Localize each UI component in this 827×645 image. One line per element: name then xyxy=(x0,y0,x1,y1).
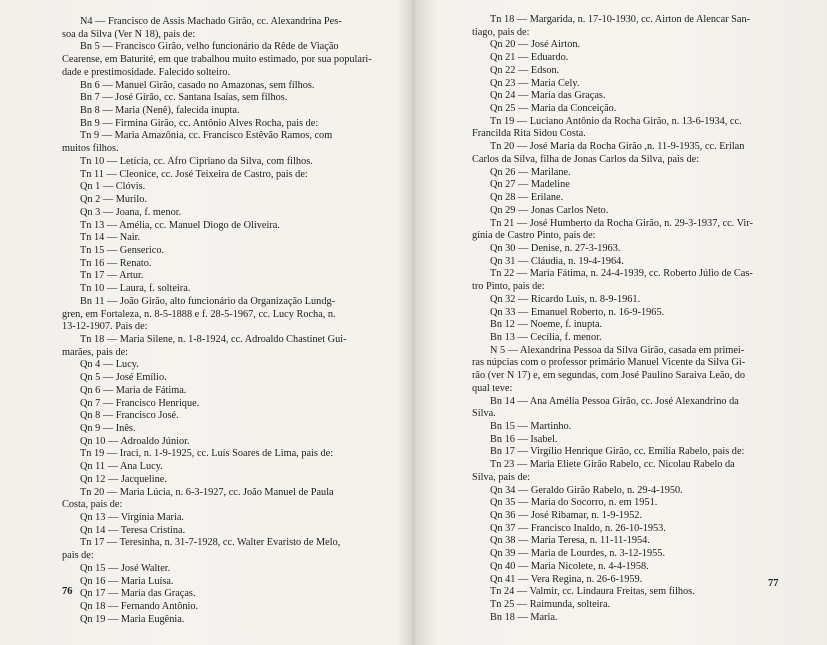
text-line: Tn 18 — Margarida, n. 17-10-1930, cc. Airton de Alencar San- xyxy=(490,14,751,25)
text-line: dade e prestimosidade. Falecido solteiro. xyxy=(62,66,231,78)
right-page-text xyxy=(472,14,792,625)
text-line: Bn 17 — Virgílio Henrique Girão, cc. Emília Rabelo, pais de: xyxy=(490,446,745,458)
text-line: Bn 15 — Martinho. xyxy=(490,421,572,432)
text-line: Qn 39 — Maria de Lourdes, n. 3-12-1955. xyxy=(490,548,666,560)
right-page-number: 77 xyxy=(768,578,779,589)
text-line: Tn 21 — José Humberto da Rocha Girão, n. 29-3-1937, cc. Vir- xyxy=(490,217,753,229)
text-line: Bn 12 — Noeme, f. inupta. xyxy=(490,319,603,331)
text-line: Qn 10 — Adroaldo Júnior. xyxy=(80,435,190,447)
text-line: Tn 25 — Raimunda, solteira. xyxy=(490,599,611,611)
text-line: Tn 23 — Maria Eliete Girão Rabelo, cc. Nicolau Rabelo da xyxy=(490,459,735,471)
text-line: N4 — Francisco de Assis Machado Girão, cc. Alexandrina Pes- xyxy=(80,16,342,27)
text-line: Bn 11 — João Girão, alto funcionário da Organização Lundg- xyxy=(80,295,336,307)
text-line: gren, em Fortaleza, n. 8-5-1888 e f. 28-5-1967, cc. Lucy Rocha, n. xyxy=(62,308,336,320)
text-line: Francilda Rita Sidou Costa. xyxy=(472,128,586,140)
text-line: Bn 5 — Francisco Girão, velho funcionário da Rêde de Viação xyxy=(80,41,339,53)
text-line: Bn 18 — Maria. xyxy=(490,611,558,623)
text-line: Bn 9 — Firmina Girão, cc. Antônio Alves Rocha, pais de: xyxy=(80,117,319,129)
text-line: Qn 14 — Teresa Cristina. xyxy=(80,524,186,536)
text-line: soa da Silva (Ver N 18), pais de: xyxy=(62,28,196,40)
text-line: Qn 22 — Edson. xyxy=(490,64,560,76)
text-line: Qn 19 — Maria Eugênia. xyxy=(80,613,185,625)
text-line: Silva. xyxy=(472,408,496,420)
text-line: Qn 9 — Inês. xyxy=(80,423,136,434)
text-line: Tn 14 — Nair. xyxy=(80,232,141,244)
text-line: Tn 17 — Teresinha, n. 31-7-1928, cc. Walter Evaristo de Melo, xyxy=(80,537,341,549)
text-line: Qn 4 — Lucy. xyxy=(80,359,139,371)
text-line: Tn 10 — Letícia, cc. Afro Cipriano da Silva, com filhos. xyxy=(80,155,313,167)
text-line: Qn 15 — José Walter. xyxy=(80,562,171,574)
text-line: Qn 30 — Denise, n. 27-3-1963. xyxy=(490,242,621,254)
text-line: Tn 18 — Maria Silene, n. 1-8-1924, cc. Adroaldo Chastinet Gui- xyxy=(80,333,347,345)
text-line: Qn 28 — Erilane. xyxy=(490,192,564,204)
text-line: Qn 13 — Virgínia Maria. xyxy=(80,512,184,524)
text-line: Qn 2 — Murilo. xyxy=(80,194,147,206)
text-line: Tn 20 — José Maria da Rocha Girão ,n. 11-9-1935, cc. Erilan xyxy=(490,141,745,153)
text-line: Qn 25 — Maria da Conceição. xyxy=(490,103,617,115)
text-line: Bn 8 — Maria (Nenê), falecida inupta. xyxy=(80,105,240,117)
text-line: Qn 17 — Maria das Graças. xyxy=(80,588,196,600)
text-line: Qn 31 — Cláudia, n. 19-4-1964. xyxy=(490,255,624,267)
text-line: Qn 29 — Jonas Carlos Neto. xyxy=(490,204,609,216)
text-line: Qn 16 — Maria Luísa. xyxy=(80,575,174,587)
text-line: Qn 26 — Marilane. xyxy=(490,166,571,178)
text-line: Tn 11 — Cleonice, cc. José Teixeira de Castro, pais de: xyxy=(80,168,308,180)
text-line: Bn 7 — José Girão, cc. Santana Isaías, sem filhos. xyxy=(80,92,288,104)
text-line: Qn 3 — Joana, f. menor. xyxy=(80,206,182,218)
text-line: marães, pais de: xyxy=(62,346,129,358)
text-line: Tn 17 — Artur. xyxy=(80,270,144,282)
text-line: Qn 24 — Maria das Graças. xyxy=(490,90,606,102)
text-line: muitos filhos. xyxy=(62,143,119,155)
text-line: Qn 23 — Maria Cely. xyxy=(490,77,580,89)
text-line: Qn 36 — José Ribamar, n. 1-9-1952. xyxy=(490,510,643,522)
text-line: Qn 7 — Francisco Henrique. xyxy=(80,397,200,409)
text-line: Tn 24 — Valmir, cc. Lindaura Freitas, sem filhos. xyxy=(490,586,695,598)
text-line: Tn 20 — Maria Lúcia, n. 6-3-1927, cc. João Manuel de Paula xyxy=(80,486,334,498)
text-line: Qn 27 — Madeline xyxy=(490,179,570,191)
text-line: Qn 35 — Maria do Socorro, n. em 1951. xyxy=(490,497,658,509)
text-line: ras núpcias com o professor primário Manuel Vicente da Silva Gi- xyxy=(472,357,746,369)
text-line: N 5 — Alexandrina Pessoa da Silva Girão, casada em primei- xyxy=(490,344,745,356)
text-line: Carlos da Silva, filha de Jonas Carlos da Silva, pais de: xyxy=(472,153,700,165)
text-line: Qn 21 — Eduardo. xyxy=(490,52,569,64)
text-line: Qn 38 — Maria Teresa, n. 11-11-1954. xyxy=(490,535,650,547)
text-line: Bn 16 — Isabel. xyxy=(490,433,558,445)
text-line: Qn 41 — Vera Regina, n. 26-6-1959. xyxy=(490,573,643,585)
text-line: Tn 19 — Iraci, n. 1-9-1925, cc. Luís Soares de Lima, pais de: xyxy=(80,448,334,460)
text-line: Qn 32 — Ricardo Luis, n. 8-9-1961. xyxy=(490,293,641,305)
text-line: Qn 1 — Clóvis. xyxy=(80,181,146,193)
text-line: Tn 13 — Amélia, cc. Manuel Diogo de Oliveira. xyxy=(80,219,280,231)
text-line: Qn 40 — Maria Nicolete, n. 4-4-1958. xyxy=(490,560,649,572)
text-line: Qn 33 — Emanuel Roberto, n. 16-9-1965. xyxy=(490,306,665,318)
text-line: Qn 34 — Geraldo Girão Rabelo, n. 29-4-1950. xyxy=(490,484,683,496)
text-line: Qn 12 — Jacqueline. xyxy=(80,473,167,485)
text-line: Bn 13 — Cecília, f. menor. xyxy=(490,331,602,343)
text-line: Tn 16 — Renato. xyxy=(80,257,152,269)
text-line: Tn 22 — Maria Fátima, n. 24-4-1939, cc. Roberto Júlio de Cas- xyxy=(490,268,753,280)
text-line: Silva, pais de: xyxy=(472,471,531,483)
text-line: tro Pinto, pais de: xyxy=(472,281,545,293)
text-line: Costa, pais de: xyxy=(62,499,123,511)
right-page xyxy=(414,0,827,645)
text-line: Qn 20 — José Airton. xyxy=(490,39,581,51)
left-page xyxy=(0,0,413,645)
text-line: Qn 5 — José Emílio. xyxy=(80,372,167,384)
text-line: Bn 6 — Manuel Girão, casado no Amazonas, sem filhos. xyxy=(80,79,315,91)
text-line: qual teve: xyxy=(472,382,513,394)
text-line: gínia de Castro Pinto, pais de: xyxy=(472,230,596,242)
text-line: Qn 18 — Fernando Antônio. xyxy=(80,601,199,613)
text-line: tiago, pais de: xyxy=(472,26,530,38)
text-line: rão (ver N 17) e, em segundas, com José Paulino Saraiva Leão, do xyxy=(472,370,746,382)
text-line: Tn 9 — Maria Amazônia, cc. Francisco Estêvão Ramos, com xyxy=(80,130,333,142)
text-line: Tn 15 — Genserico. xyxy=(80,244,165,256)
text-line: Qn 6 — Maria de Fátima. xyxy=(80,384,187,396)
left-page-number: 76 xyxy=(62,586,73,597)
text-line: Qn 11 — Ana Lucy. xyxy=(80,461,163,473)
text-line: Cearense, em Baturité, em que trabalhou muito estimado, por sua populari- xyxy=(62,54,372,66)
text-line: Qn 8 — Francisco José. xyxy=(80,410,179,422)
left-page-text xyxy=(62,16,380,627)
text-line: Tn 10 — Laura, f. solteira. xyxy=(80,283,191,295)
text-line: pais de: xyxy=(62,550,94,562)
text-line: Qn 37 — Francisco Inaldo, n. 26-10-1953. xyxy=(490,522,666,534)
text-line: Tn 19 — Luciano Antônio da Rocha Girão, n. 13-6-1934, cc. xyxy=(490,115,742,127)
text-line: Bn 14 — Ana Amélia Pessoa Girão, cc. José Alexandrino da xyxy=(490,395,739,407)
text-line: 13-12-1907. Pais de: xyxy=(62,321,148,333)
